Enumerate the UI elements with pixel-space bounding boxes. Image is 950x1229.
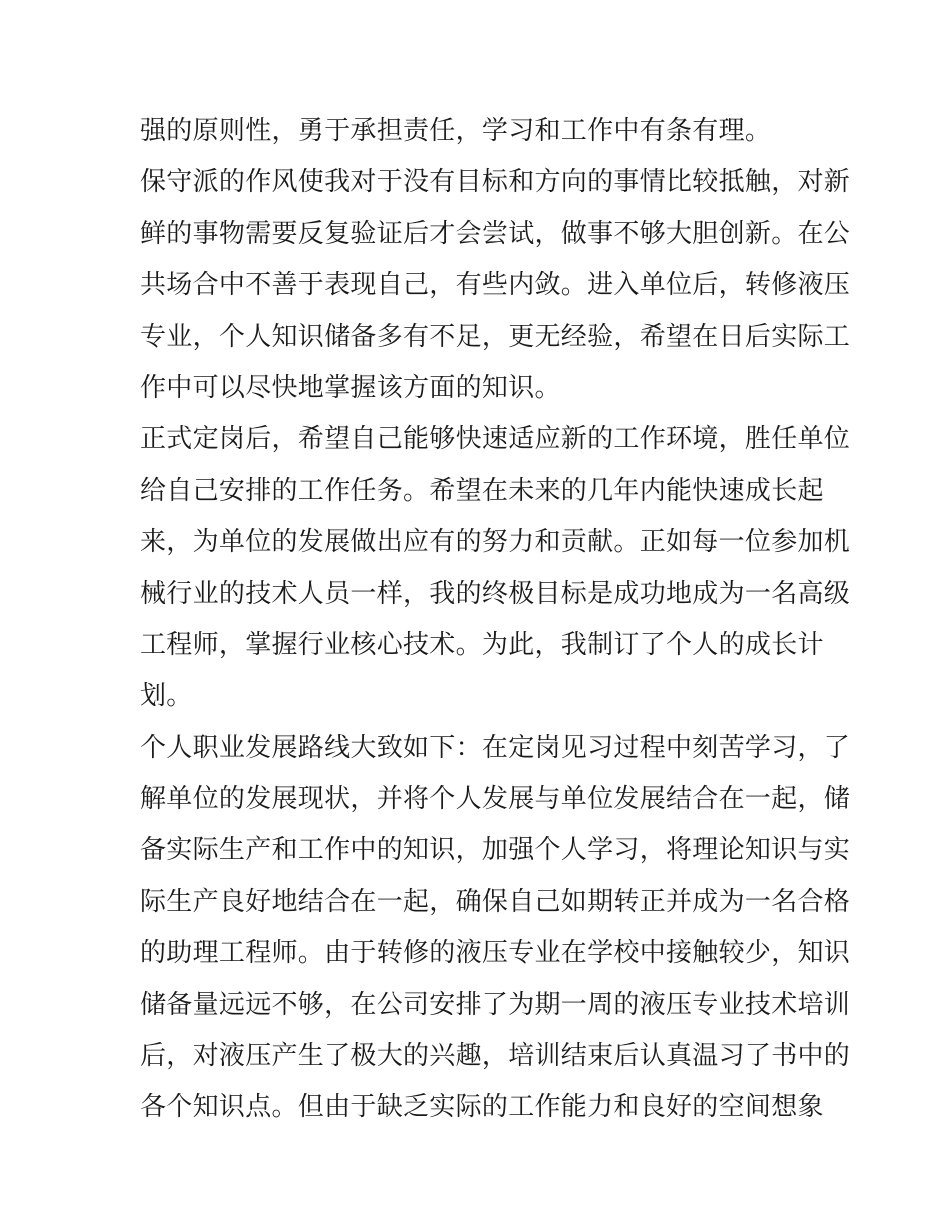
text-line: 械行业的技术人员一样，我的终极目标是成功地成为一名高级 xyxy=(140,578,851,609)
text-line: 作中可以尽快地掌握该方面的知识。 xyxy=(140,372,561,403)
text-line: 共场合中不善于表现自己，有些内敛。进入单位后，转修液压 xyxy=(140,270,851,301)
text-line: 储备量远远不够，在公司安排了为期一周的液压专业技术培训 xyxy=(140,989,851,1020)
text-line: 个人职业发展路线大致如下：在定岗见习过程中刻苦学习，了 xyxy=(140,732,851,763)
text-line: 划。 xyxy=(140,681,193,712)
text-line: 各个知识点。但由于缺乏实际的工作能力和良好的空间想象 xyxy=(140,1092,824,1123)
text-line: 解单位的发展现状，并将个人发展与单位发展结合在一起，储 xyxy=(140,784,851,815)
text-line: 鲜的事物需要反复验证后才会尝试，做事不够大胆创新。在公 xyxy=(140,218,851,249)
text-line: 专业，个人知识储备多有不足，更无经验，希望在日后实际工 xyxy=(140,321,851,352)
text-line: 备实际生产和工作中的知识，加强个人学习，将理论知识与实 xyxy=(140,835,851,866)
text-line: 正式定岗后，希望自己能够快速适应新的工作环境，胜任单位 xyxy=(140,424,851,455)
text-line: 强的原则性，勇于承担责任，学习和工作中有条有理。 xyxy=(140,116,772,146)
text-line: 来，为单位的发展做出应有的努力和贡献。正如每一位参加机 xyxy=(140,527,851,558)
text-line: 际生产良好地结合在一起，确保自己如期转正并成为一名合格 xyxy=(140,886,851,917)
text-line: 的助理工程师。由于转修的液压专业在学校中接触较少，知识 xyxy=(140,938,851,969)
text-line: 保守派的作风使我对于没有目标和方向的事情比较抵触，对新 xyxy=(140,167,851,198)
text-line: 给自己安排的工作任务。希望在未来的几年内能快速成长起 xyxy=(140,475,824,506)
text-line: 工程师，掌握行业核心技术。为此，我制订了个人的成长计 xyxy=(140,629,824,660)
text-line: 后，对液压产生了极大的兴趣，培训结束后认真温习了书中的 xyxy=(140,1041,851,1072)
document-body xyxy=(140,106,851,1134)
